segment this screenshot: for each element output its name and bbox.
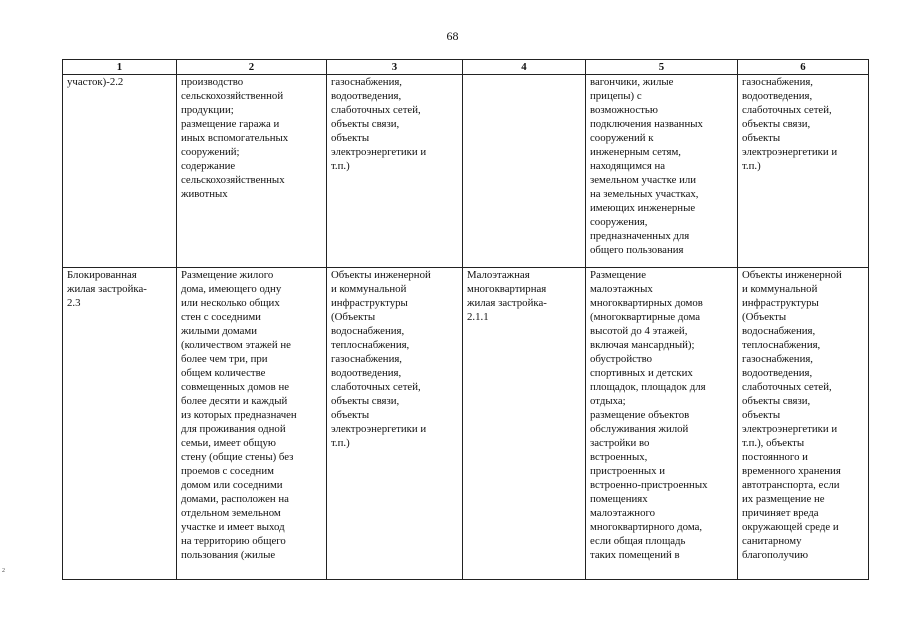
table-cell: Размещение малоэтажных многоквартирных домов (многоквартирные дома высотой до 4 этажей, включая мансардный); обустройство спортивных и детских площадок, площадок для отдыха; размещение объектов обслуживания жилой застройки во встроенных, пристроенных и встроенно-пристроенных помещениях малоэтажного многоквартирного дома, если общая площадь таких помещений в bbox=[586, 268, 738, 580]
column-header-6: 6 bbox=[738, 60, 869, 75]
column-header-4: 4 bbox=[463, 60, 586, 75]
table-cell: Объекты инженерной и коммунальной инфраструктуры (Объекты водоснабжения, теплоснабжения, газоснабжения, водоотведения, слаботочных сетей, объекты связи, объекты электроэнергетики и т.п.) bbox=[327, 268, 463, 580]
table-cell: Объекты инженерной и коммунальной инфраструктуры (Объекты водоснабжения, теплоснабжения, газоснабжения, водоотведения, слаботочных сетей, объекты связи, объекты электроэнергетики и т.п.), объекты постоянного и временного хранения автотранспорта, если их размещение не причиняет вреда окружающей среде и санитарному благополучию bbox=[738, 268, 869, 580]
table-cell: Размещение жилого дома, имеющего одну или несколько общих стен с соседними жилыми домами (количеством этажей не более чем три, при общем количестве совмещенных домов не более десяти и каждый из которых предназначен для проживания одной семьи, имеет общую стену (общие стены) без проемов с соседним домом или соседними домами, расположен на отдельном земельном участке и имеет выход на территорию общего пользования (жилые bbox=[177, 268, 327, 580]
table-cell: Блокированная жилая застройка- 2.3 bbox=[63, 268, 177, 580]
page-number: 68 bbox=[446, 29, 459, 43]
table-header-row bbox=[63, 60, 869, 75]
column-header-2: 2 bbox=[177, 60, 327, 75]
table-cell bbox=[463, 75, 586, 268]
table-cell: производство сельскохозяйственной продукции; размещение гаража и иных вспомогательных сооружений; содержание сельскохозяйственных животных bbox=[177, 75, 327, 268]
column-header-1: 1 bbox=[63, 60, 177, 75]
table-cell: Малоэтажная многоквартирная жилая застройка- 2.1.1 bbox=[463, 268, 586, 580]
column-header-5: 5 bbox=[586, 60, 738, 75]
table-cell: участок)-2.2 bbox=[63, 75, 177, 268]
column-header-3: 3 bbox=[327, 60, 463, 75]
table-cell: вагончики, жилые прицепы) с возможностью подключения названных сооружений к инженерным сетям, находящимся на земельном участке или на земельных участках, имеющих инженерные сооружения, предназначенных для общего пользования bbox=[586, 75, 738, 268]
zoning-table bbox=[62, 59, 869, 580]
table-row bbox=[63, 75, 869, 268]
table-cell: газоснабжения, водоотведения, слаботочных сетей, объекты связи, объекты электроэнергетики и т.п.) bbox=[327, 75, 463, 268]
margin-mark: 2 bbox=[2, 568, 5, 574]
table-cell: газоснабжения, водоотведения, слаботочных сетей, объекты связи, объекты электроэнергетики и т.п.) bbox=[738, 75, 869, 268]
table-row bbox=[63, 268, 869, 580]
